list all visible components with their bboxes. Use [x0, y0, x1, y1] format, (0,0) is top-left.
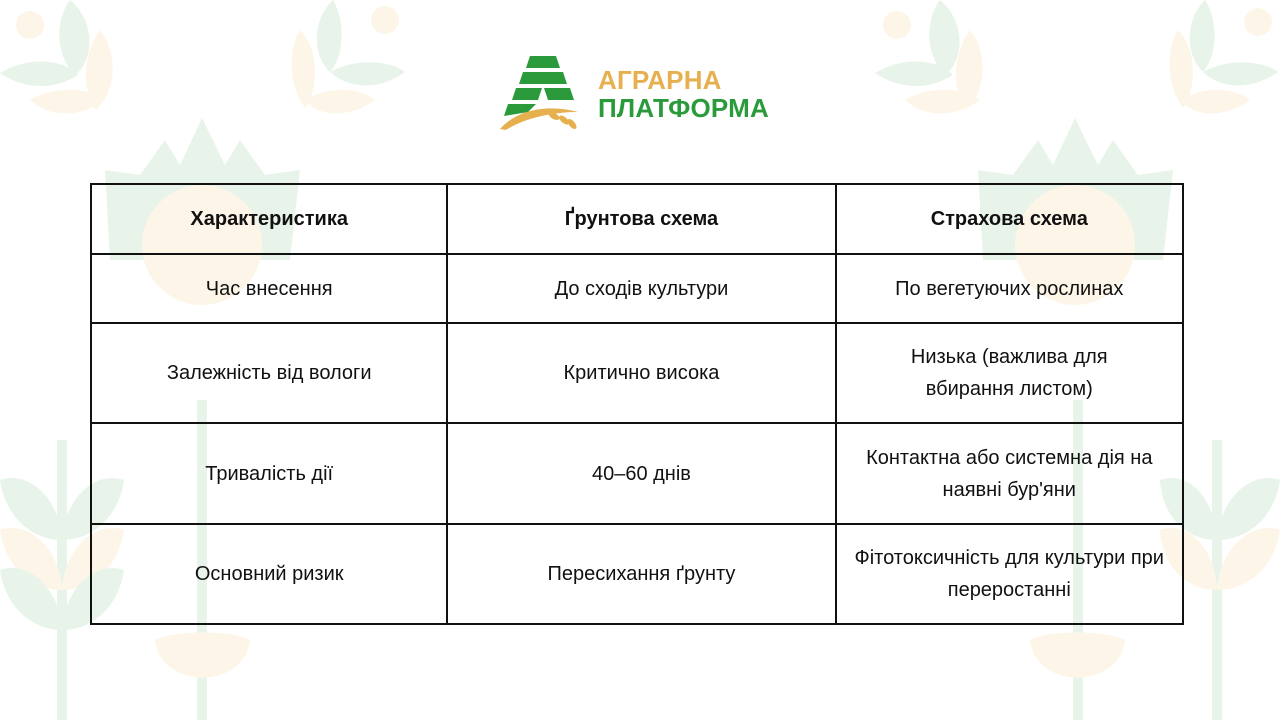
brand-logo [498, 54, 788, 132]
table-row [91, 524, 1183, 624]
table-cell: Низька (важлива для вбирання листом) [836, 323, 1183, 423]
table-row [91, 254, 1183, 323]
logo-line2: ПЛАТФОРМА [598, 93, 769, 123]
table-cell: Контактна або системна дія на наявні бур'яни [836, 423, 1183, 524]
comparison-table [90, 183, 1184, 625]
table-cell: Фітотоксичність для культури при переростанні [836, 524, 1183, 624]
table-cell: Час внесення [91, 254, 447, 323]
table-row [91, 323, 1183, 423]
table-cell: 40–60 днів [447, 423, 835, 524]
header-characteristic: Характеристика [91, 184, 447, 254]
table-cell: Тривалість дії [91, 423, 447, 524]
table-cell: До сходів культури [447, 254, 835, 323]
table-cell: Критично висока [447, 323, 835, 423]
header-soil-scheme: Ґрунтова схема [447, 184, 835, 254]
table-row [91, 423, 1183, 524]
table-cell: Залежність від вологи [91, 323, 447, 423]
table-cell: Основний ризик [91, 524, 447, 624]
logo-line1: АГРАРНА [598, 65, 722, 95]
table-cell: По вегетуючих рослинах [836, 254, 1183, 323]
logo-mark-icon [498, 54, 588, 132]
table-cell: Пересихання ґрунту [447, 524, 835, 624]
header-post-emergence-scheme: Страхова схема [836, 184, 1183, 254]
table-header-row [91, 184, 1183, 254]
